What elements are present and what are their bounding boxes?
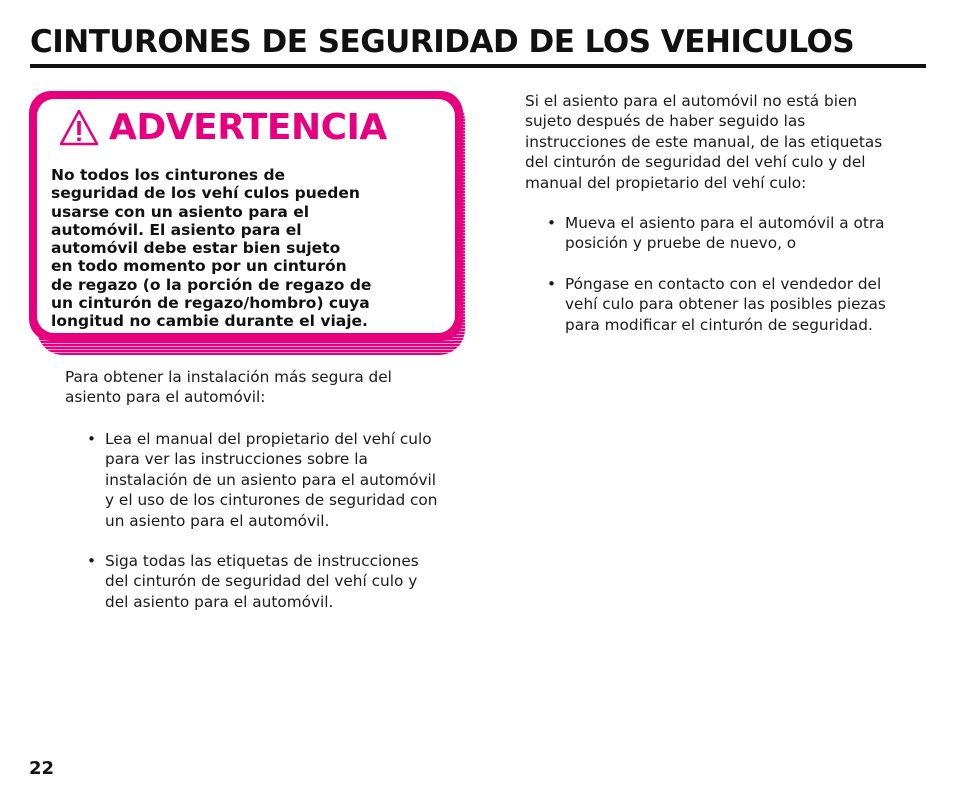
left-intro-paragraph <box>65 367 392 408</box>
paragraph-line: sujeto después de haber seguido las <box>525 112 806 131</box>
right-bullet-item <box>547 213 885 254</box>
warning-line: automóvil. El asiento para el <box>51 220 302 239</box>
warning-line: usarse con un asiento para el <box>51 202 310 221</box>
paragraph-line: del cinturón de seguridad del vehí culo y del <box>525 153 866 172</box>
bullet-line: vehí culo para obtener las posibles piezas <box>565 295 886 314</box>
bullet-glyph: • <box>547 214 557 232</box>
bullet-line: instalación de un asiento para el automóvil <box>105 470 437 489</box>
warning-line: de regazo (o la porción de regazo de <box>51 275 372 294</box>
warning-line: en todo momento por un cinturón <box>51 257 347 276</box>
title-rule <box>30 64 926 68</box>
left-bullet-item <box>87 551 419 612</box>
page-number: 22 <box>29 758 55 779</box>
paragraph-line: instrucciones de este manual, de las etiquetas <box>525 132 883 151</box>
bullet-line: Siga todas las etiquetas de instrucciones <box>105 552 419 570</box>
warning-title: ADVERTENCIA <box>109 107 387 148</box>
bullet-line: un asiento para el automóvil. <box>105 511 330 530</box>
right-intro-paragraph <box>525 91 882 193</box>
bullet-glyph: • <box>87 552 97 570</box>
warning-line: un cinturón de regazo/hombro) cuya <box>51 294 370 313</box>
left-bullet-item <box>87 429 438 531</box>
paragraph-line: asiento para el automóvil: <box>65 388 266 407</box>
bullet-glyph: • <box>87 430 97 448</box>
warning-line: longitud no cambie durante el viaje. <box>51 312 368 331</box>
warning-line: automóvil debe estar bien sujeto <box>51 239 341 258</box>
bullet-line: para ver las instrucciones sobre la <box>105 450 368 469</box>
warning-triangle-icon <box>59 109 99 147</box>
bullet-glyph: • <box>547 275 557 293</box>
warning-text <box>51 166 451 331</box>
bullet-line: para modificar el cinturón de seguridad. <box>565 315 873 334</box>
bullet-line: Mueva el asiento para el automóvil a otra <box>565 214 885 232</box>
warning-box <box>29 91 463 341</box>
right-bullet-item <box>547 274 886 335</box>
bullet-line: del cinturón de seguridad del vehí culo y <box>105 572 418 591</box>
bullet-line: del asiento para el automóvil. <box>105 592 334 611</box>
warning-line: seguridad de los vehí culos pueden <box>51 184 360 203</box>
bullet-line: Lea el manual del propietario del vehí culo <box>105 430 432 448</box>
paragraph-line: Si el asiento para el automóvil no está bien <box>525 92 858 110</box>
paragraph-line: manual del propietario del vehí culo: <box>525 173 807 192</box>
warning-box-inner <box>37 99 455 333</box>
warning-header <box>59 107 387 148</box>
bullet-line: Póngase en contacto con el vendedor del <box>565 275 882 293</box>
page-title: CINTURONES DE SEGURIDAD DE LOS VEHICULOS <box>30 24 855 60</box>
paragraph-line: Para obtener la instalación más segura del <box>65 368 392 386</box>
warning-line: No todos los cinturones de <box>51 166 286 184</box>
bullet-line: y el uso de los cinturones de seguridad con <box>105 491 438 510</box>
bullet-line: posición y pruebe de nuevo, o <box>565 234 797 253</box>
